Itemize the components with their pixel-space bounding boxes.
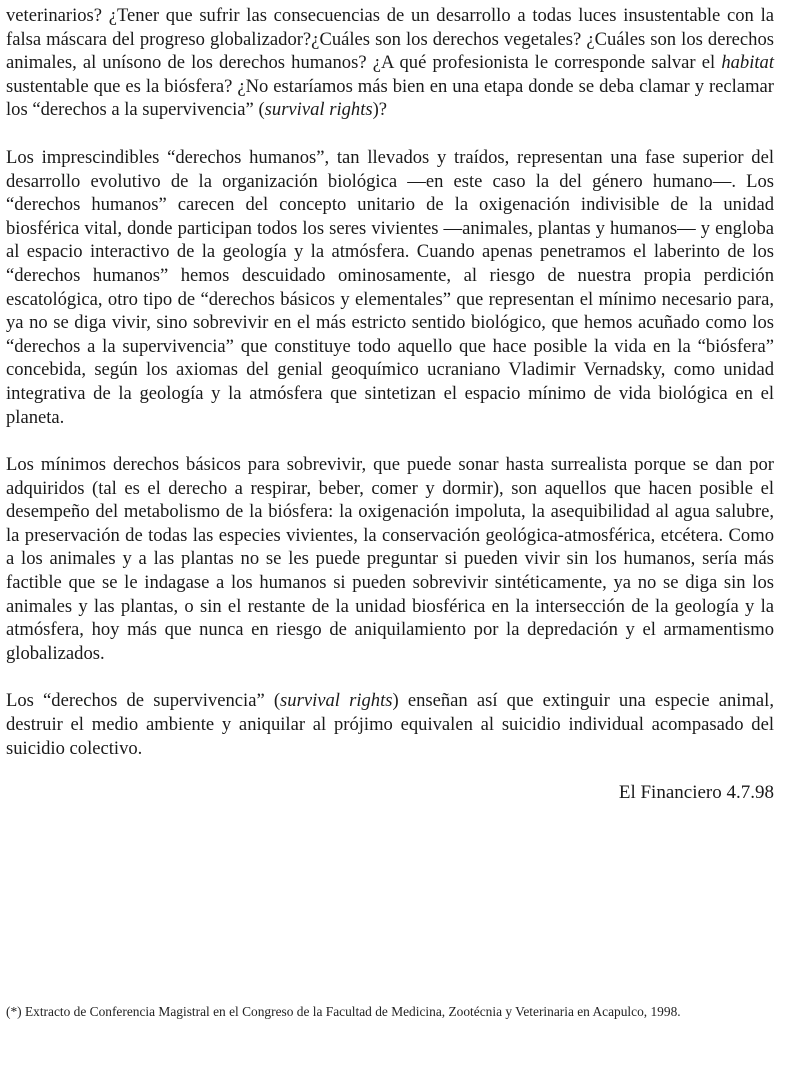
- paragraph-1-text-c: )?: [372, 99, 388, 121]
- paragraph-1: [6, 4, 774, 122]
- paragraph-3: Los mínimos derechos básicos para sobrevivir, que puede sonar hasta surrealista porque se dan por adquiridos (tal es el derecho a respirar, beber, comer y dormir), son aquellos que hacen posible el desempeño del metabolismo de la biósfera: la oxigenación impoluta, la asequibilidad al agua salubre, la preservación de todas las especies vivientes, la conservación geológica-atmosférica, etcétera. Como a los animales y a las plantas no se les puede preguntar si pueden vivir sin los humanos, sería más factible que se le indagase a los humanos si pueden sobrevivir sintéticamente, ya no se diga sin los animales y las plantas, o sin el restante de la unidad biosférica en la intersección de la geología y la atmósfera, hoy más que nunca en riesgo de aniquilamiento por la depredación y el armamentismo globalizados.: [6, 454, 774, 664]
- paragraph-2: Los imprescindibles “derechos humanos”, tan llevados y traídos, representan una fase superior del desarrollo evolutivo de la organización biológica —en este caso la del género humano—. Los “derechos humanos” carecen del concepto unitario de la oxigenación indivisible de la unidad biosférica vital, donde participan todos los seres vivientes —animales, plantas y humanos— y engloba al espacio interactivo de la geología y la atmósfera. Cuando apenas penetramos el laberinto de los “derechos humanos” hemos descuidado ominosamente, al riesgo de nuestra propia perdición escatológica, otro tipo de “derechos básicos y elementales” que representan el mínimo necesario para, ya no se diga vivir, sino sobrevivir en el más estricto sentido biológico, que hemos acuñado como los “derechos a la supervivencia” que constituye todo aquello que hace posible la vida en la “biósfera” concebida, según los axiomas del genial geoquímico ucraniano Vladimir Vernadsky, como unidad integrativa de la geología y la atmósfera que sintetizan el espacio mínimo de vida biológica en el planeta.: [6, 146, 774, 428]
- footnote: (*) Extracto de Conferencia Magistral en el Congreso de la Facultad de Medicina, Zootécnia y Veterinaria en Acapulco, 1998.: [6, 1004, 681, 1019]
- paragraph-4-text-a: Los “derechos de supervivencia” (: [6, 690, 281, 712]
- paragraph-1-text-b: sustentable que es la biósfera? ¿No estaríamos más bien en una etapa donde se deba clamar y reclamar los “derechos a la supervivencia” (: [6, 75, 774, 121]
- paragraph-1-text-a: veterinarios? ¿Tener que sufrir las consecuencias de un desarrollo a todas luces insustentable con la falsa máscara del progreso globalizador?¿Cuáles son los derechos vegetales? ¿Cuáles son los derechos animales, al unísono de los derechos humanos? ¿A qué profesionista le corresponde salvar el: [6, 5, 774, 74]
- document-page: [6, 4, 774, 823]
- paragraph-4-italic-survival-rights: survival rights: [280, 690, 393, 712]
- paragraph-1-italic-habitat: habitat: [721, 52, 774, 74]
- paragraph-4-text-b: ) enseñan así que extinguir una especie animal, destruir el medio ambiente y aniquilar al prójimo equivalen al suicidio individual acompasado del suicidio colectivo.: [6, 690, 774, 759]
- paragraph-4: [6, 689, 774, 760]
- source-signature: El Financiero 4.7.98: [618, 782, 774, 804]
- paragraph-1-italic-survival-rights: survival rights: [264, 99, 373, 121]
